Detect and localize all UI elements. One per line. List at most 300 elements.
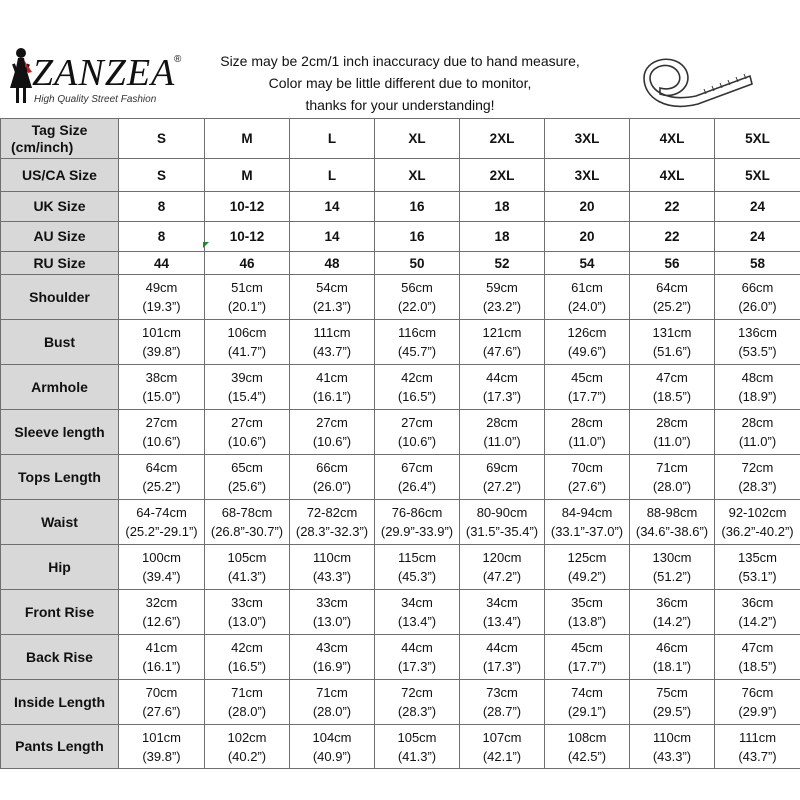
measurement-row	[1, 455, 800, 500]
measurement-cell	[630, 275, 715, 320]
cm-value: 34cm	[401, 595, 433, 610]
inch-value: (28.0”)	[312, 704, 352, 719]
measurement-cell	[119, 365, 205, 410]
size-cell: S	[119, 119, 205, 159]
measurement-cell	[290, 680, 375, 725]
measurement-cell	[205, 455, 290, 500]
inch-value: (29.9”)	[738, 704, 777, 719]
measurement-cell	[290, 725, 375, 769]
cm-value: 75cm	[656, 685, 688, 700]
size-cell: 24	[715, 192, 800, 222]
cm-value: 44cm	[486, 640, 518, 655]
inch-value: (28.3”)	[738, 479, 777, 494]
brand-logo	[6, 46, 206, 116]
inch-value: (51.6”)	[652, 344, 692, 359]
size-cell: 4XL	[630, 159, 715, 192]
measurement-cell	[119, 500, 205, 545]
inch-value: (25.6”)	[227, 479, 267, 494]
header	[0, 44, 800, 118]
row-header: Front Rise	[1, 590, 119, 635]
cm-value: 33cm	[231, 595, 263, 610]
cm-value: 101cm	[141, 325, 182, 340]
cm-value: 44cm	[401, 640, 433, 655]
measurement-cell	[375, 365, 460, 410]
size-cell: 5XL	[715, 159, 800, 192]
inch-value: (25.2”-29.1”)	[125, 524, 198, 539]
inch-value: (16.1”)	[142, 659, 181, 674]
row-header: Sleeve length	[1, 410, 119, 455]
cm-value: 42cm	[231, 640, 263, 655]
measurement-cell	[290, 500, 375, 545]
inch-value: (29.9”-33.9”)	[380, 524, 454, 539]
row-header: Shoulder	[1, 275, 119, 320]
measurement-row	[1, 680, 800, 725]
measurement-cell	[545, 320, 630, 365]
cm-value: 47cm	[741, 640, 774, 655]
inch-value: (28.7”)	[482, 704, 522, 719]
cm-value: 65cm	[231, 460, 263, 475]
cm-value: 44cm	[486, 370, 518, 385]
size-cell: 8	[119, 222, 205, 252]
measurement-cell	[630, 590, 715, 635]
inch-value: (45.3”)	[397, 569, 437, 584]
row-header: Waist	[1, 500, 119, 545]
measurement-cell	[715, 635, 800, 680]
cm-value: 115cm	[397, 550, 437, 565]
inch-value: (41.7”)	[227, 344, 267, 359]
inch-value: (41.3”)	[227, 569, 267, 584]
cm-value: 73cm	[486, 685, 518, 700]
size-cell: 52	[460, 252, 545, 275]
cm-value: 71cm	[231, 685, 263, 700]
cm-value: 72cm	[741, 460, 774, 475]
measurement-cell	[630, 725, 715, 769]
size-row	[1, 192, 800, 222]
measurement-cell	[460, 365, 545, 410]
row-header	[1, 119, 119, 159]
size-cell: 5XL	[715, 119, 800, 159]
cm-value: 105cm	[227, 550, 267, 565]
inch-value: (53.1”)	[738, 569, 777, 584]
inch-value: (13.4”)	[482, 614, 522, 629]
measurement-row	[1, 410, 800, 455]
measurement-cell	[205, 320, 290, 365]
size-cell: 14	[290, 222, 375, 252]
brand-tagline: High Quality Street Fashion	[34, 94, 157, 105]
cm-value: 45cm	[571, 370, 603, 385]
inch-value: (25.2”)	[652, 299, 692, 314]
cm-value: 41cm	[316, 370, 348, 385]
measurement-cell	[460, 590, 545, 635]
size-cell: 58	[715, 252, 800, 275]
measurement-cell	[715, 680, 800, 725]
cm-value: 28cm	[741, 415, 774, 430]
size-cell: M	[205, 119, 290, 159]
measurement-cell	[460, 500, 545, 545]
inch-value: (36.2”-40.2”)	[721, 524, 794, 539]
notice-line-2: Color may be little different due to monitor,	[268, 75, 532, 91]
inch-value: (22.0”)	[397, 299, 437, 314]
cm-value: 49cm	[145, 280, 178, 295]
cm-value: 70cm	[145, 685, 178, 700]
measurement-cell	[375, 590, 460, 635]
size-rows	[1, 119, 800, 275]
measurement-cell	[375, 410, 460, 455]
cm-value: 38cm	[145, 370, 178, 385]
inch-value: (28.0”)	[227, 704, 267, 719]
cm-value: 56cm	[401, 280, 433, 295]
cm-value: 28cm	[656, 415, 688, 430]
inch-value: (15.4”)	[227, 389, 267, 404]
cm-value: 66cm	[316, 460, 348, 475]
inch-value: (42.1”)	[482, 748, 522, 764]
inch-value: (43.3”)	[652, 748, 692, 764]
inch-value: (11.0”)	[653, 434, 691, 449]
inch-value: (40.9”)	[312, 748, 352, 764]
measurement-cell	[119, 590, 205, 635]
size-row	[1, 222, 800, 252]
inch-value: (12.6”)	[142, 614, 181, 629]
cm-value: 68-78cm	[221, 505, 273, 520]
size-cell: 54	[545, 252, 630, 275]
cm-value: 36cm	[741, 595, 774, 610]
measurement-cell	[290, 635, 375, 680]
measurement-row	[1, 635, 800, 680]
cm-value: 135cm	[737, 550, 778, 565]
measurement-cell	[290, 320, 375, 365]
cm-value: 42cm	[401, 370, 433, 385]
inch-value: (26.8”-30.7”)	[210, 524, 284, 539]
measurement-cell	[119, 320, 205, 365]
cm-value: 84-94cm	[561, 505, 613, 520]
measurement-cell	[630, 410, 715, 455]
inch-value: (28.3”)	[397, 704, 437, 719]
size-cell: 10-12	[205, 222, 290, 252]
size-cell: 20	[545, 192, 630, 222]
measurement-cell	[375, 500, 460, 545]
size-cell: L	[290, 119, 375, 159]
inch-value: (13.0”)	[312, 614, 352, 629]
cm-value: 33cm	[316, 595, 348, 610]
row-header: Armhole	[1, 365, 119, 410]
row-header-label: RU Size	[33, 254, 86, 271]
inch-value: (26.0”)	[738, 299, 777, 314]
row-header	[1, 222, 119, 252]
size-cell: 2XL	[460, 159, 545, 192]
measurement-cell	[205, 410, 290, 455]
measurement-cell	[630, 455, 715, 500]
size-cell: 48	[290, 252, 375, 275]
measurement-cell	[205, 680, 290, 725]
measurement-cell	[460, 320, 545, 365]
corner-marker	[203, 242, 209, 248]
row-header: Inside Length	[1, 680, 119, 725]
cm-value: 136cm	[737, 325, 778, 340]
measurement-cell	[460, 635, 545, 680]
brand-name: ZANZEA	[32, 52, 176, 94]
inch-value: (16.9”)	[312, 659, 352, 674]
measurement-cell	[119, 410, 205, 455]
size-cell: 2XL	[460, 119, 545, 159]
inch-value: (17.7”)	[567, 659, 607, 674]
measurement-cell	[460, 680, 545, 725]
inch-value: (13.8”)	[567, 614, 607, 629]
measurement-cell	[119, 680, 205, 725]
inch-value: (25.2”)	[142, 479, 181, 494]
measurement-cell	[545, 545, 630, 590]
measurement-cell	[715, 725, 800, 769]
size-cell: 18	[460, 192, 545, 222]
size-row	[1, 252, 800, 275]
size-cell: 22	[630, 192, 715, 222]
inch-value: (39.8”)	[142, 344, 181, 359]
row-header: Tops Length	[1, 455, 119, 500]
measurement-cell	[375, 545, 460, 590]
cm-value: 67cm	[401, 460, 433, 475]
inch-value: (26.0”)	[312, 479, 352, 494]
size-cell: 14	[290, 192, 375, 222]
measurement-cell	[460, 545, 545, 590]
cm-value: 47cm	[656, 370, 688, 385]
size-cell: 3XL	[545, 119, 630, 159]
cm-value: 61cm	[571, 280, 603, 295]
cm-value: 120cm	[482, 550, 522, 565]
inch-value: (11.0”)	[568, 434, 606, 449]
inch-value: (18.1”)	[652, 659, 692, 674]
measurement-cell	[205, 545, 290, 590]
measurement-cell	[715, 590, 800, 635]
measurement-cell	[375, 320, 460, 365]
inch-value: (24.0”)	[567, 299, 607, 314]
inch-value: (28.3”-32.3”)	[295, 524, 369, 539]
cm-value: 69cm	[486, 460, 518, 475]
row-header-label: UK Size	[33, 198, 86, 214]
cm-value: 64cm	[656, 280, 688, 295]
measurement-cell	[205, 635, 290, 680]
cm-value: 54cm	[316, 280, 348, 295]
cm-value: 45cm	[571, 640, 603, 655]
inch-value: (49.6”)	[567, 344, 607, 359]
inch-value: (29.1”)	[567, 704, 607, 719]
inch-value: (19.3”)	[142, 299, 181, 314]
cm-value: 39cm	[231, 370, 263, 385]
cm-value: 80-90cm	[476, 505, 528, 520]
measurement-cell	[545, 590, 630, 635]
inch-value: (23.2”)	[482, 299, 522, 314]
cm-value: 35cm	[571, 595, 603, 610]
measurement-cell	[545, 275, 630, 320]
measurement-notice	[210, 50, 590, 116]
measurement-cell	[205, 365, 290, 410]
inch-value: (11.0”)	[483, 434, 521, 449]
cm-value: 64-74cm	[136, 505, 187, 520]
measurement-cell	[715, 410, 800, 455]
row-header-label: Tag Size	[31, 121, 88, 138]
measurement-cell	[375, 275, 460, 320]
measuring-tape-icon	[636, 48, 756, 112]
inch-value: (18.5”)	[738, 659, 777, 674]
measurement-cell	[715, 365, 800, 410]
cm-value: 110cm	[312, 550, 352, 565]
measurement-cell	[205, 275, 290, 320]
inch-value: (18.5”)	[652, 389, 692, 404]
measurement-cell	[715, 455, 800, 500]
cm-value: 116cm	[397, 325, 437, 340]
size-cell: 16	[375, 222, 460, 252]
cm-value: 48cm	[741, 370, 774, 385]
size-row	[1, 119, 800, 159]
row-header: Bust	[1, 320, 119, 365]
size-cell: 8	[119, 192, 205, 222]
notice-line-3: thanks for your understanding!	[305, 97, 495, 113]
size-chart-table	[0, 118, 800, 769]
cm-value: 121cm	[482, 325, 522, 340]
cm-value: 32cm	[145, 595, 178, 610]
measurement-cell	[460, 455, 545, 500]
measurement-cell	[715, 545, 800, 590]
size-cell: 18	[460, 222, 545, 252]
measurement-cell	[290, 590, 375, 635]
cm-value: 111cm	[313, 325, 351, 340]
inch-value: (43.7”)	[738, 748, 777, 764]
notice-line-1: Size may be 2cm/1 inch inaccuracy due to hand measure,	[220, 53, 580, 69]
cm-value: 101cm	[141, 729, 182, 745]
row-header-label: US/CA Size	[22, 166, 97, 183]
cm-value: 27cm	[145, 415, 178, 430]
cm-value: 104cm	[312, 729, 352, 745]
size-cell: M	[205, 159, 290, 192]
inch-value: (17.3”)	[482, 659, 522, 674]
size-cell: S	[119, 159, 205, 192]
inch-value: (27.6”)	[142, 704, 181, 719]
inch-value: (17.7”)	[567, 389, 607, 404]
inch-value: (45.7”)	[397, 344, 437, 359]
measurement-cell	[715, 320, 800, 365]
cm-value: 100cm	[141, 550, 182, 565]
cm-value: 105cm	[397, 729, 437, 745]
size-cell: 46	[205, 252, 290, 275]
size-cell: 44	[119, 252, 205, 275]
inch-value: (40.2”)	[227, 748, 267, 764]
measurement-cell	[545, 410, 630, 455]
inch-value: (14.2”)	[652, 614, 692, 629]
row-header: Hip	[1, 545, 119, 590]
measurement-cell	[545, 725, 630, 769]
cm-value: 107cm	[482, 729, 522, 745]
measurement-cell	[375, 680, 460, 725]
row-header	[1, 252, 119, 275]
cm-value: 111cm	[738, 729, 777, 745]
measurement-cell	[630, 680, 715, 725]
inch-value: (51.2”)	[652, 569, 692, 584]
inch-value: (27.6”)	[567, 479, 607, 494]
inch-value: (28.0”)	[652, 479, 692, 494]
cm-value: 125cm	[567, 550, 607, 565]
measurement-cell	[630, 500, 715, 545]
measurement-cell	[715, 275, 800, 320]
inch-value: (26.4”)	[397, 479, 437, 494]
size-cell: XL	[375, 119, 460, 159]
measurement-cell	[630, 635, 715, 680]
inch-value: (39.8”)	[142, 748, 181, 764]
row-header-label: AU Size	[33, 228, 86, 244]
size-cell: 4XL	[630, 119, 715, 159]
measurement-cell	[545, 365, 630, 410]
inch-value: (47.2”)	[482, 569, 522, 584]
cm-value: 27cm	[231, 415, 263, 430]
measurement-cell	[119, 545, 205, 590]
cm-value: 126cm	[567, 325, 607, 340]
inch-value: (10.6”)	[142, 434, 181, 449]
measurement-cell	[460, 410, 545, 455]
cm-value: 102cm	[227, 729, 267, 745]
cm-value: 27cm	[401, 415, 433, 430]
measurement-cell	[290, 275, 375, 320]
measurement-cell	[460, 725, 545, 769]
cm-value: 70cm	[571, 460, 603, 475]
size-row	[1, 159, 800, 192]
row-header	[1, 192, 119, 222]
cm-value: 64cm	[145, 460, 178, 475]
inch-value: (16.5”)	[227, 659, 267, 674]
cm-value: 71cm	[656, 460, 688, 475]
inch-value: (33.1”-37.0”)	[550, 524, 624, 539]
inch-value: (13.0”)	[227, 614, 267, 629]
inch-value: (16.1”)	[312, 389, 352, 404]
cm-value: 34cm	[486, 595, 518, 610]
measurement-cell	[630, 365, 715, 410]
inch-value: (13.4”)	[397, 614, 437, 629]
measurement-cell	[290, 410, 375, 455]
cm-value: 110cm	[652, 729, 692, 745]
inch-value: (53.5”)	[738, 344, 777, 359]
cm-value: 88-98cm	[646, 505, 698, 520]
cm-value: 108cm	[567, 729, 607, 745]
measurement-cell	[119, 455, 205, 500]
inch-value: (15.0”)	[142, 389, 181, 404]
row-header	[1, 159, 119, 192]
cm-value: 46cm	[656, 640, 688, 655]
measurement-cell	[375, 635, 460, 680]
row-header-unit: (cm/inch)	[11, 138, 74, 155]
inch-value: (17.3”)	[397, 659, 437, 674]
inch-value: (14.2”)	[738, 614, 777, 629]
cm-value: 27cm	[316, 415, 348, 430]
measurement-row	[1, 365, 800, 410]
measurement-cell	[460, 275, 545, 320]
measurement-cell	[630, 545, 715, 590]
row-header: Back Rise	[1, 635, 119, 680]
measurement-row	[1, 725, 800, 769]
measurement-cell	[290, 365, 375, 410]
size-cell: XL	[375, 159, 460, 192]
inch-value: (29.5”)	[652, 704, 692, 719]
inch-value: (11.0”)	[738, 434, 777, 449]
cm-value: 51cm	[231, 280, 263, 295]
size-cell: 24	[715, 222, 800, 252]
measurement-row	[1, 500, 800, 545]
measurement-cell	[205, 590, 290, 635]
cm-value: 106cm	[227, 325, 267, 340]
inch-value: (18.9”)	[738, 389, 777, 404]
size-cell: 50	[375, 252, 460, 275]
cm-value: 92-102cm	[728, 505, 787, 520]
cm-value: 130cm	[652, 550, 692, 565]
inch-value: (10.6”)	[312, 434, 352, 449]
inch-value: (17.3”)	[482, 389, 522, 404]
measurement-cell	[545, 500, 630, 545]
row-header: Pants Length	[1, 725, 119, 769]
